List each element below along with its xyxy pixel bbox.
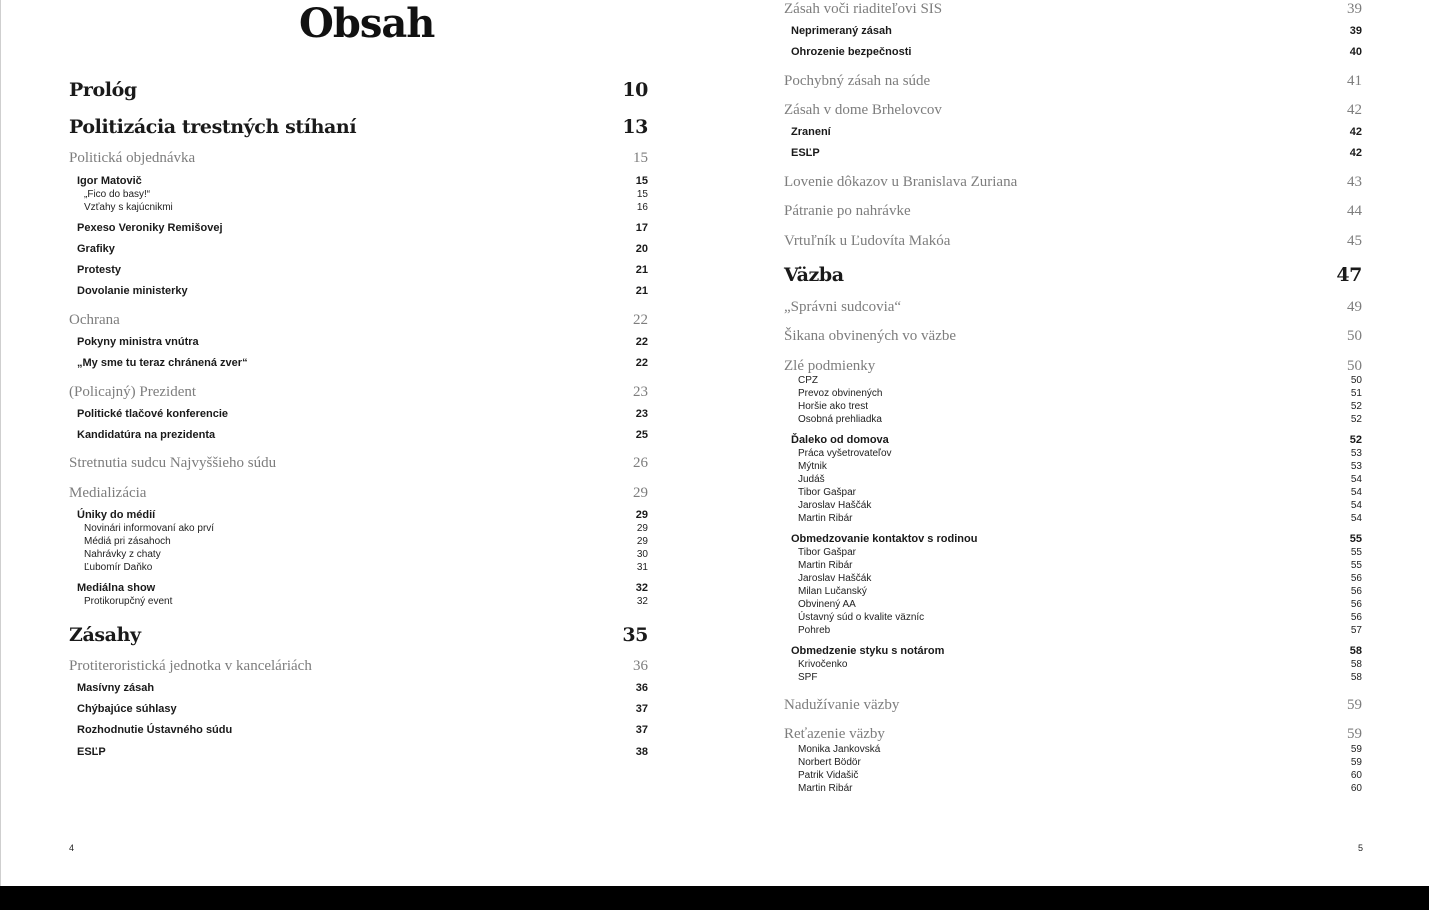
entry-page: 30 [636, 549, 648, 560]
entry-page: 38 [635, 746, 648, 758]
entry-page: 40 [1349, 46, 1362, 58]
entry-title: Tibor Gašpar [798, 487, 856, 498]
entry-page: 59 [1350, 744, 1362, 755]
entry-title: Prológ [69, 79, 137, 101]
entry-page: 53 [1350, 448, 1362, 459]
entry-page: 22 [633, 312, 648, 328]
toc-section[interactable] [784, 357, 1362, 375]
toc-subsection[interactable] [77, 407, 648, 421]
entry-page: 60 [1350, 770, 1362, 781]
entry-title: Pexeso Veroniky Remišovej [77, 222, 223, 234]
entry-title: Prevoz obvinených [798, 388, 883, 399]
entry-title: Norbert Bödör [798, 757, 861, 768]
entry-title: Judáš [798, 474, 825, 485]
entry-page: 58 [1350, 659, 1362, 670]
entry-title: Médiá pri zásahoch [84, 536, 171, 547]
toc-item[interactable] [84, 561, 648, 574]
toc-subsection[interactable] [77, 428, 648, 442]
toc-item[interactable] [798, 743, 1362, 756]
toc-section[interactable] [69, 657, 648, 675]
entry-title: ESĽP [791, 147, 820, 159]
entry-page: 29 [636, 536, 648, 547]
entry-page: 16 [636, 202, 648, 213]
entry-page: 31 [636, 562, 648, 573]
entry-page: 41 [1347, 73, 1362, 89]
toc-item[interactable] [798, 658, 1362, 671]
entry-title: Pátranie po nahrávke [784, 203, 911, 219]
entry-title: Pohreb [798, 625, 831, 636]
entry-page: 42 [1349, 147, 1362, 159]
entry-title: Ľubomír Daňko [84, 562, 153, 573]
entry-page: 15 [635, 175, 648, 187]
toc-section[interactable] [784, 725, 1362, 743]
toc-section[interactable] [69, 311, 648, 329]
toc-section[interactable] [784, 202, 1362, 220]
entry-page: 52 [1349, 434, 1362, 446]
entry-page: 56 [1350, 573, 1362, 584]
page-number-right: 5 [1358, 843, 1364, 853]
entry-title: Zásah v dome Brhelovcov [784, 102, 942, 118]
toc-subsection[interactable] [791, 146, 1362, 160]
toc-subsection[interactable] [791, 24, 1362, 38]
toc-item[interactable] [84, 201, 648, 214]
entry-page: 57 [1350, 625, 1362, 636]
entry-page: 54 [1350, 513, 1362, 524]
toc-section[interactable] [784, 101, 1362, 119]
toc-section[interactable] [784, 298, 1362, 316]
entry-title: Kandidatúra na prezidenta [77, 429, 216, 441]
toc-item[interactable] [798, 769, 1362, 782]
entry-title: CPZ [798, 375, 818, 386]
toc-chapter[interactable] [69, 115, 648, 139]
toc-chapter[interactable] [69, 623, 648, 647]
entry-title: Protesty [77, 264, 122, 276]
toc-subsection[interactable] [77, 581, 648, 595]
entry-page: 58 [1349, 645, 1362, 657]
entry-page: 25 [635, 429, 648, 441]
toc-item[interactable] [798, 585, 1362, 598]
entry-title: Stretnutia sudcu Najvyššieho súdu [69, 455, 277, 471]
entry-page: 39 [1349, 25, 1362, 37]
toc-section[interactable] [69, 454, 648, 472]
entry-title: Patrik Vidašič [798, 770, 859, 781]
toc-item[interactable] [84, 535, 648, 548]
entry-title: Monika Jankovská [798, 744, 881, 755]
toc-item[interactable] [798, 400, 1362, 413]
entry-title: Pokyny ministra vnútra [77, 336, 199, 348]
entry-page: 21 [635, 264, 648, 276]
toc-subsection[interactable] [791, 532, 1362, 546]
entry-page: 54 [1350, 487, 1362, 498]
entry-title: Masívny zásah [77, 682, 155, 694]
toc-subsection[interactable] [77, 221, 648, 235]
toc-section[interactable] [784, 696, 1362, 714]
toc-subsection[interactable] [791, 125, 1362, 139]
entry-page: 37 [635, 703, 648, 715]
toc-item[interactable] [798, 546, 1362, 559]
entry-page: 20 [635, 243, 648, 255]
entry-page: 58 [1350, 672, 1362, 683]
entry-page: 29 [636, 523, 648, 534]
entry-title: Protikorupčný event [84, 596, 173, 607]
entry-page: 54 [1350, 474, 1362, 485]
entry-page: 10 [622, 79, 648, 101]
entry-page: 36 [633, 658, 648, 674]
entry-title: Obvinený AA [798, 599, 856, 610]
entry-page: 50 [1347, 328, 1362, 344]
entry-title: Ohrozenie bezpečnosti [791, 46, 912, 58]
entry-page: 51 [1350, 388, 1362, 399]
entry-title: Martin Ribár [798, 783, 853, 794]
entry-page: 43 [1347, 174, 1362, 190]
toc-item[interactable] [84, 548, 648, 561]
entry-page: 29 [633, 485, 648, 501]
toc-item[interactable] [798, 473, 1362, 486]
entry-title: Igor Matovič [77, 175, 142, 187]
entry-title: Novinári informovaní ako prví [84, 523, 215, 534]
entry-page: 26 [633, 455, 648, 471]
entry-title: Martin Ribár [798, 513, 853, 524]
entry-page: 23 [635, 408, 648, 420]
entry-title: Neprimeraný zásah [791, 25, 892, 37]
entry-title: Politické tlačové konferencie [77, 408, 229, 420]
toc-item[interactable] [798, 598, 1362, 611]
entry-page: 56 [1350, 599, 1362, 610]
entry-page: 50 [1347, 358, 1362, 374]
entry-page: 42 [1347, 102, 1362, 118]
entry-title: Pochybný zásah na súde [784, 73, 931, 89]
entry-title: (Policajný) Prezident [69, 384, 197, 400]
entry-title: Ochrana [69, 312, 120, 328]
toc-subsection[interactable] [77, 335, 648, 349]
entry-page: 29 [635, 509, 648, 521]
entry-title: Zásahy [69, 624, 141, 646]
entry-page: 35 [622, 624, 648, 646]
entry-page: 52 [1350, 401, 1362, 412]
entry-page: 55 [1350, 560, 1362, 571]
toc-item[interactable] [798, 374, 1362, 387]
entry-page: 59 [1347, 697, 1362, 713]
entry-page: 32 [635, 582, 648, 594]
entry-title: Horšie ako trest [798, 401, 869, 412]
toc-item[interactable] [84, 188, 648, 201]
entry-title: „Správni sudcovia“ [784, 299, 902, 315]
entry-title: Milan Lučanský [798, 586, 867, 597]
entry-page: 55 [1350, 547, 1362, 558]
entry-page: 37 [635, 724, 648, 736]
entry-page: 59 [1347, 726, 1362, 742]
toc-item[interactable] [798, 460, 1362, 473]
entry-title: Martin Ribár [798, 560, 853, 571]
toc-subsection[interactable] [77, 356, 648, 370]
entry-title: Protiteroristická jednotka v kanceláriách [69, 658, 312, 674]
entry-page: 36 [635, 682, 648, 694]
entry-title: Zranení [791, 126, 831, 138]
entry-page: 56 [1350, 586, 1362, 597]
entry-title: Vzťahy s kajúcnikmi [84, 202, 173, 213]
entry-page: 17 [635, 222, 648, 234]
toc-section[interactable] [784, 232, 1362, 250]
toc-section[interactable] [69, 484, 648, 502]
entry-page: 54 [1350, 500, 1362, 511]
entry-page: 56 [1350, 612, 1362, 623]
entry-page: 50 [1350, 375, 1362, 386]
toc-item[interactable] [798, 671, 1362, 684]
entry-title: Lovenie dôkazov u Branislava Zuriana [784, 174, 1018, 190]
entry-title: „Fico do basy!“ [84, 189, 151, 200]
toc-item[interactable] [798, 572, 1362, 585]
entry-page: 22 [635, 336, 648, 348]
entry-title: Chýbajúce súhlasy [77, 703, 177, 715]
toc-subsection[interactable] [77, 263, 648, 277]
entry-title: Úniky do médií [77, 509, 156, 521]
entry-page: 15 [633, 150, 648, 166]
entry-title: Jaroslav Haščák [798, 500, 872, 511]
entry-page: 60 [1350, 783, 1362, 794]
entry-page: 22 [635, 357, 648, 369]
entry-title: Osobná prehliadka [798, 414, 882, 425]
toc-item[interactable] [798, 512, 1362, 525]
toc-item[interactable] [798, 782, 1362, 795]
entry-title: Jaroslav Haščák [798, 573, 872, 584]
toc-item[interactable] [798, 413, 1362, 426]
toc-section[interactable] [784, 72, 1362, 90]
toc-subsection[interactable] [791, 45, 1362, 59]
entry-page: 55 [1349, 533, 1362, 545]
page-title: Obsah [299, 0, 435, 47]
entry-title: „My sme tu teraz chránená zver“ [77, 357, 248, 369]
toc-subsection[interactable] [77, 242, 648, 256]
entry-title: Ústavný súd o kvalite väzníc [798, 612, 925, 623]
entry-page: 49 [1347, 299, 1362, 315]
entry-title: Obmedzenie styku s notárom [791, 645, 945, 657]
entry-page: 45 [1347, 233, 1362, 249]
toc-item[interactable] [798, 387, 1362, 400]
entry-title: Politická objednávka [69, 150, 196, 166]
entry-page: 44 [1347, 203, 1362, 219]
entry-page: 39 [1347, 1, 1362, 17]
entry-title: ESĽP [77, 746, 106, 758]
entry-page: 47 [1336, 264, 1362, 286]
entry-page: 42 [1349, 126, 1362, 138]
entry-title: SPF [798, 672, 818, 683]
toc-subsection[interactable] [77, 284, 648, 298]
entry-page: 32 [636, 596, 648, 607]
entry-title: Politizácia trestných stíhaní [69, 116, 357, 138]
toc-chapter[interactable] [784, 263, 1362, 287]
entry-title: Väzba [784, 264, 844, 286]
toc-item[interactable] [798, 756, 1362, 769]
entry-title: Obmedzovanie kontaktov s rodinou [791, 533, 978, 545]
toc-item[interactable] [798, 559, 1362, 572]
toc-subsection[interactable] [77, 174, 648, 188]
page-number-left: 4 [69, 843, 75, 853]
toc-item[interactable] [798, 486, 1362, 499]
toc-section[interactable] [69, 149, 648, 167]
entry-title: Grafiky [77, 243, 115, 255]
entry-title: Ďaleko od domova [791, 434, 889, 446]
entry-page: 23 [633, 384, 648, 400]
toc-section[interactable] [784, 327, 1362, 345]
entry-page: 21 [635, 285, 648, 297]
toc-section[interactable] [69, 383, 648, 401]
entry-title: Mýtnik [798, 461, 827, 472]
toc-subsection[interactable] [77, 681, 648, 695]
entry-title: Šikana obvinených vo väzbe [784, 328, 957, 344]
toc-subsection[interactable] [77, 702, 648, 716]
entry-title: Dovolanie ministerky [77, 285, 188, 297]
entry-page: 15 [636, 189, 648, 200]
toc-subsection[interactable] [77, 723, 648, 737]
entry-title: Nahrávky z chaty [84, 549, 161, 560]
toc-section[interactable] [784, 0, 1362, 18]
toc-chapter[interactable] [69, 78, 648, 102]
entry-page: 59 [1350, 757, 1362, 768]
entry-title: Rozhodnutie Ústavného súdu [77, 724, 233, 736]
toc-subsection[interactable] [77, 745, 648, 759]
entry-page: 53 [1350, 461, 1362, 472]
entry-title: Reťazenie väzby [784, 726, 885, 742]
entry-title: Medializácia [69, 485, 147, 501]
toc-item[interactable] [798, 447, 1362, 460]
toc-subsection[interactable] [77, 508, 648, 522]
entry-title: Zásah voči riaditeľovi SIS [784, 1, 943, 17]
toc-item[interactable] [84, 522, 648, 535]
toc-subsection[interactable] [791, 644, 1362, 658]
entry-page: 13 [622, 116, 648, 138]
entry-title: Zlé podmienky [784, 358, 876, 374]
entry-title: Tibor Gašpar [798, 547, 856, 558]
toc-subsection[interactable] [791, 433, 1362, 447]
toc-item[interactable] [798, 611, 1362, 624]
entry-title: Mediálna show [77, 582, 156, 594]
toc-item[interactable] [798, 499, 1362, 512]
entry-title: Vrtuľník u Ľudovíta Makóa [784, 233, 951, 249]
toc-item[interactable] [84, 595, 648, 608]
entry-title: Práca vyšetrovateľov [798, 448, 892, 459]
toc-item[interactable] [798, 624, 1362, 637]
entry-page: 52 [1350, 414, 1362, 425]
entry-title: Krivočenko [798, 659, 848, 670]
entry-title: Nadužívanie väzby [784, 697, 900, 713]
toc-section[interactable] [784, 173, 1362, 191]
